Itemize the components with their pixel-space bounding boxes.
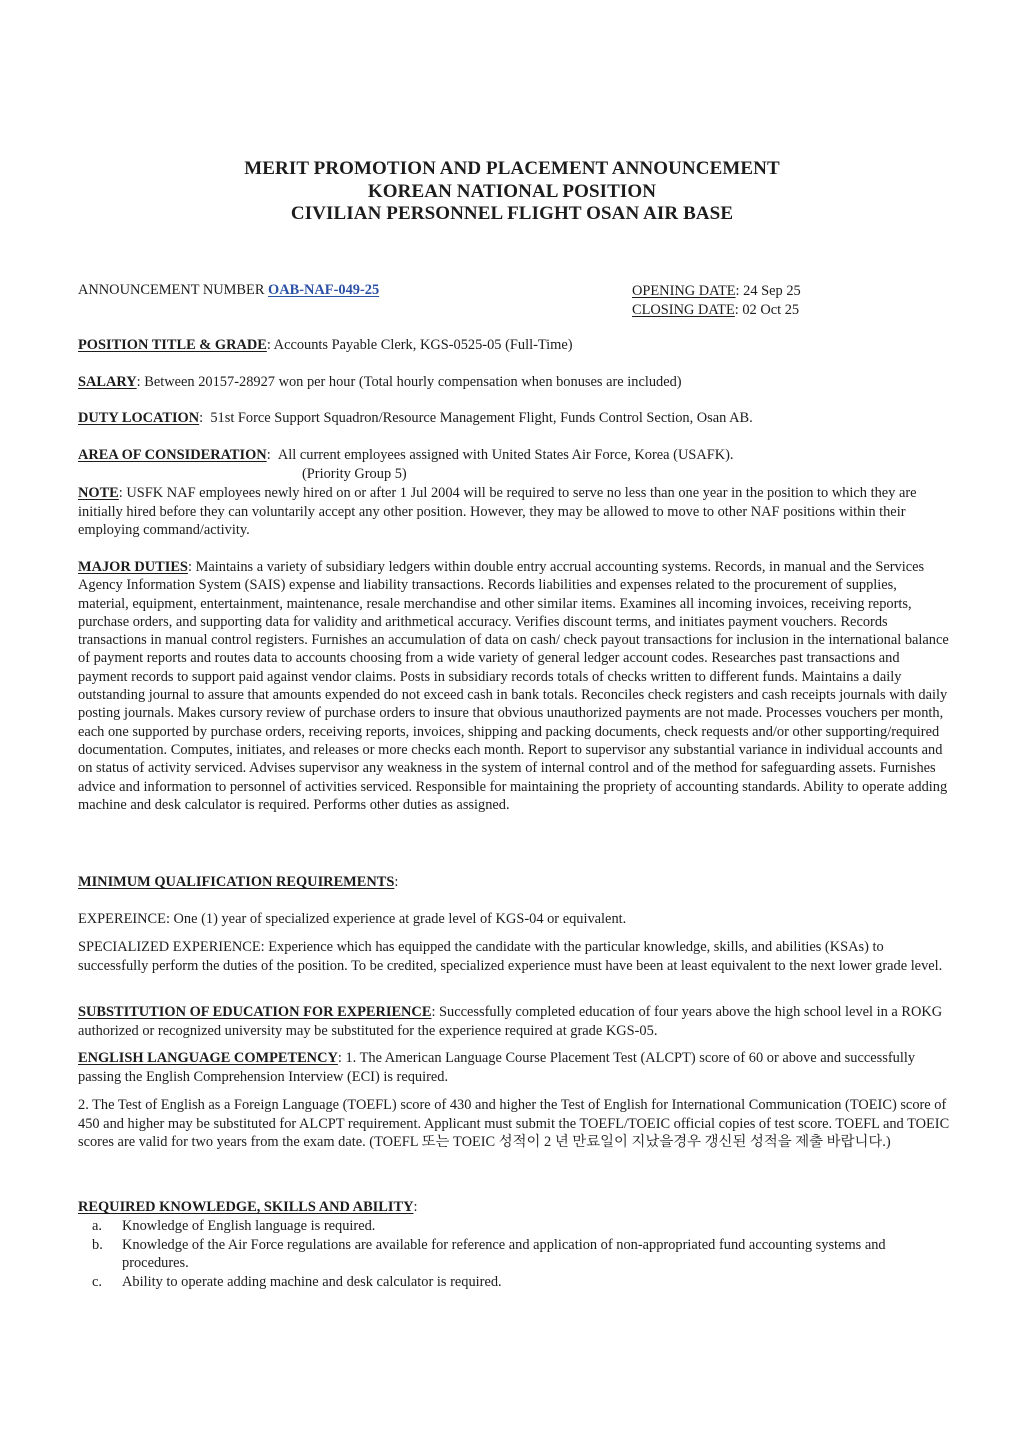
list-item (92, 1273, 912, 1292)
experience-paragraph (78, 910, 950, 929)
dates-block: OPENING DATE: 24 Sep 25 CLOSING DATE: 02 Oct 25 (632, 283, 801, 318)
english-competency-paragraph: ENGLISH LANGUAGE COMPETENCY: 1. The American Language Course Placement Test (ALCPT) score of 60 or above and successfully passing the English Comprehension Interview (ECI) is required. (78, 1050, 916, 1085)
salary-label: SALARY (78, 374, 137, 390)
area-of-consideration: AREA OF CONSIDERATION: All current employees assigned with United States Air Force, Korea (USAFK). (Priority Group 5) (78, 446, 950, 483)
duty-location-row: DUTY LOCATION: 51st Force Support Squadron/Resource Management Flight, Funds Control Section, Osan AB. (78, 410, 753, 426)
major-duties-label: MAJOR DUTIES (78, 559, 188, 575)
ksa-heading-row: REQUIRED KNOWLEDGE, SKILLS AND ABILITY: (78, 1199, 418, 1215)
salary-row: SALARY: Between 20157-28927 won per hour (Total hourly compensation when bonuses are included) (78, 374, 682, 390)
specialized-experience-text: SPECIALIZED EXPERIENCE: Experience which has equipped the candidate with the particular knowledge, skills, and abilities (KSAs) to successfully perform the duties of the position. To be credited, specialized experience must have been at least equivalent to the next lower grade level. (78, 939, 943, 974)
note-paragraph: NOTE: USFK NAF employees newly hired on or after 1 Jul 2004 will be required to serve no less than one year in the position to which they are initially hired before they can voluntarily accept any other position. However, they may be allowed to move to other NAF positions within their employing command/activity. (78, 485, 917, 539)
area-label: AREA OF CONSIDERATION (78, 447, 267, 463)
salary-value: Between 20157-28927 won per hour (Total hourly compensation when bonuses are included) (144, 374, 682, 390)
priority-group: (Priority Group 5) (302, 465, 407, 482)
opening-date-label: OPENING DATE (632, 283, 736, 299)
position-title-value: Accounts Payable Clerk, KGS-0525-05 (Full-Time) (273, 337, 573, 353)
title-line-3: CIVILIAN PERSONNEL FLIGHT OSAN AIR BASE (290, 203, 734, 224)
duty-location-value: 51st Force Support Squadron/Resource Management Flight, Funds Control Section, Osan AB. (210, 410, 753, 426)
ksa-heading: REQUIRED KNOWLEDGE, SKILLS AND ABILITY (78, 1199, 414, 1215)
list-item-text: Knowledge of English language is required. (122, 1218, 376, 1234)
closing-date-label: CLOSING DATE (632, 301, 735, 318)
title-line-2: KOREAN NATIONAL POSITION (367, 180, 657, 202)
list-item-text: Knowledge of the Air Force regulations are available for reference and application of non-appropriated fund accounting systems and procedures. (122, 1236, 886, 1271)
note-text: USFK NAF employees newly hired on or after 1 Jul 2004 will be required to serve no less than one year in the position to which they are initially hired before they can voluntarily accept any other position. However, they may be allowed to move to other NAF positions within their employing command/activity. (78, 485, 917, 539)
english-item-2: 2. The Test of English as a Foreign Language (TOEFL) score of 430 and higher the Test of English for International Communication (TOEIC) score of 450 and higher may be substituted for ALCPT requirement. Applicant must submit the TOEFL/TOEIC official copies of test score. TOEFL and TOEIC scores are valid for two years from the exam date. (TOEFL 또는 TOEIC 성적이 2 년 만료일이 지났을경우 갱신된 성적을 제출 바랍니다.) (78, 1097, 950, 1151)
title-line-1: MERIT PROMOTION AND PLACEMENT ANNOUNCEMENT (244, 158, 780, 179)
announcement-number-link[interactable]: OAB-NAF-049-25 (268, 282, 380, 298)
substitution-text: Successfully completed education of four years above the high school level in a ROKG authorized or recognized university may be substituted for the experience required at grade KGS-05. (78, 1004, 943, 1039)
ksa-list (92, 1217, 912, 1291)
position-title-label: POSITION TITLE & GRADE (78, 337, 267, 353)
opening-date-value: 24 Sep 25 (743, 283, 801, 299)
list-item (92, 1236, 912, 1273)
min-qual-heading-row: MINIMUM QUALIFICATION REQUIREMENTS: (78, 874, 399, 890)
note-label: NOTE (78, 485, 119, 501)
substitution-label: SUBSTITUTION OF EDUCATION FOR EXPERIENCE (78, 1004, 432, 1020)
substitution-paragraph: SUBSTITUTION OF EDUCATION FOR EXPERIENCE: Successfully completed education of four years above the high school level in a ROKG authorized or recognized university may be substituted for the experience required at grade KGS-05. (78, 1004, 943, 1039)
position-title-row: POSITION TITLE & GRADE: Accounts Payable Clerk, KGS-0525-05 (Full-Time) (78, 337, 573, 353)
list-marker: b. (92, 1236, 103, 1253)
list-item-text: Ability to operate adding machine and desk calculator is required. (122, 1273, 502, 1290)
list-marker: c. (92, 1273, 102, 1290)
major-duties-text: Maintains a variety of subsidiary ledgers within double entry accrual accounting systems. Records, in manual and the Services Agency Information System (SAIS) expense and liability transactions. Records liabilities and expenses related to the procurement of supplies, material, equipment, entertainment, maintenance, resale merchandise and other similar items. Examines all incoming invoices, receiving reports, purchase orders, and supporting data for validity and arithmetical accuracy. Verifies discount terms, and initiates payment vouchers. Records transactions in manual control registers. Furnishes an accumulation of data on cash/ check payout transactions for inclusion in the international balance of payment reports and routes data to accounts choosing from a wide variety of general ledger account codes. Researches past transactions and payment records to support paid against vendor claims. Posts in subsidiary records totals of checks written to different funds. Maintains a daily outstanding journal to assure that amounts expended do not exceed cash in bank totals. Reconciles check registers and cash receipts journals with daily posting journals. Makes cursory review of purchase orders to insure that obvious unauthorized payments are not made. Processes vouchers per month, each one supported by purchase orders, receiving reports, invoices, shipping and packing documents, check requests and/or other supporting/required documentation. Computes, initiates, and releases or more checks each month. Report to supervisor any substantial variance in individual accounts and on status of activity serviced. Advises supervisor any weakness in the system of internal control and of the method for safeguarding assets. Furnishes advice and information to personnel of activities serviced. Responsible for maintaining the propriety of accounting standards. Ability to operate adding machine and desk calculator is required. Performs other duties as assigned. (78, 559, 949, 813)
document-title (0, 158, 1024, 226)
experience-text: EXPEREINCE: One (1) year of specialized experience at grade level of KGS-04 or equivalent. (78, 911, 627, 927)
min-qual-heading: MINIMUM QUALIFICATION REQUIREMENTS (78, 874, 395, 890)
english-item-1: 1. The American Language Course Placement Test (ALCPT) score of 60 or above and successfully passing the English Comprehension Interview (ECI) is required. (78, 1050, 916, 1085)
closing-date-value: 02 Oct 25 (742, 301, 800, 318)
specialized-experience-paragraph (78, 938, 950, 975)
area-value: All current employees assigned with United States Air Force, Korea (USAFK). (277, 447, 734, 463)
english-label: ENGLISH LANGUAGE COMPETENCY (78, 1050, 338, 1066)
announcement-number-label: ANNOUNCEMENT NUMBER (78, 282, 265, 298)
announcement-number-row (78, 282, 379, 299)
english-item-2-paragraph (78, 1096, 950, 1152)
list-marker: a. (92, 1218, 102, 1234)
list-item (92, 1217, 912, 1236)
duty-location-label: DUTY LOCATION (78, 410, 200, 426)
major-duties-paragraph: MAJOR DUTIES: Maintains a variety of subsidiary ledgers within double entry accrual accounting systems. Records, in manual and the Services Agency Information System (SAIS) expense and liability transactions. Records liabilities and expenses related to the procurement of supplies, material, equipment, entertainment, maintenance, resale merchandise and other similar items. Examines all incoming invoices, receiving reports, purchase orders, and supporting data for validity and arithmetical accuracy. Verifies discount terms, and initiates payment vouchers. Records transactions in manual control registers. Furnishes an accumulation of data on cash/ check payout transactions for inclusion in the international balance of payment reports and routes data to accounts choosing from a wide variety of general ledger account codes. Researches past transactions and payment records to support paid against vendor claims. Posts in subsidiary records totals of checks written to different funds. Maintains a daily outstanding journal to assure that amounts expended do not exceed cash in bank totals. Reconciles check registers and cash receipts journals with daily posting journals. Makes cursory review of purchase orders to insure that obvious unauthorized payments are not made. Processes vouchers per month, each one supported by purchase orders, receiving reports, invoices, shipping and packing documents, check requests and/or other supporting/required documentation. Computes, initiates, and releases or more checks each month. Report to supervisor any substantial variance in individual accounts and on status of activity serviced. Advises supervisor any weakness in the system of internal control and of the method for safeguarding assets. Furnishes advice and information to personnel of activities serviced. Responsible for maintaining the propriety of accounting standards. Ability to operate adding machine and desk calculator is required. Performs other duties as assigned. (78, 559, 949, 813)
